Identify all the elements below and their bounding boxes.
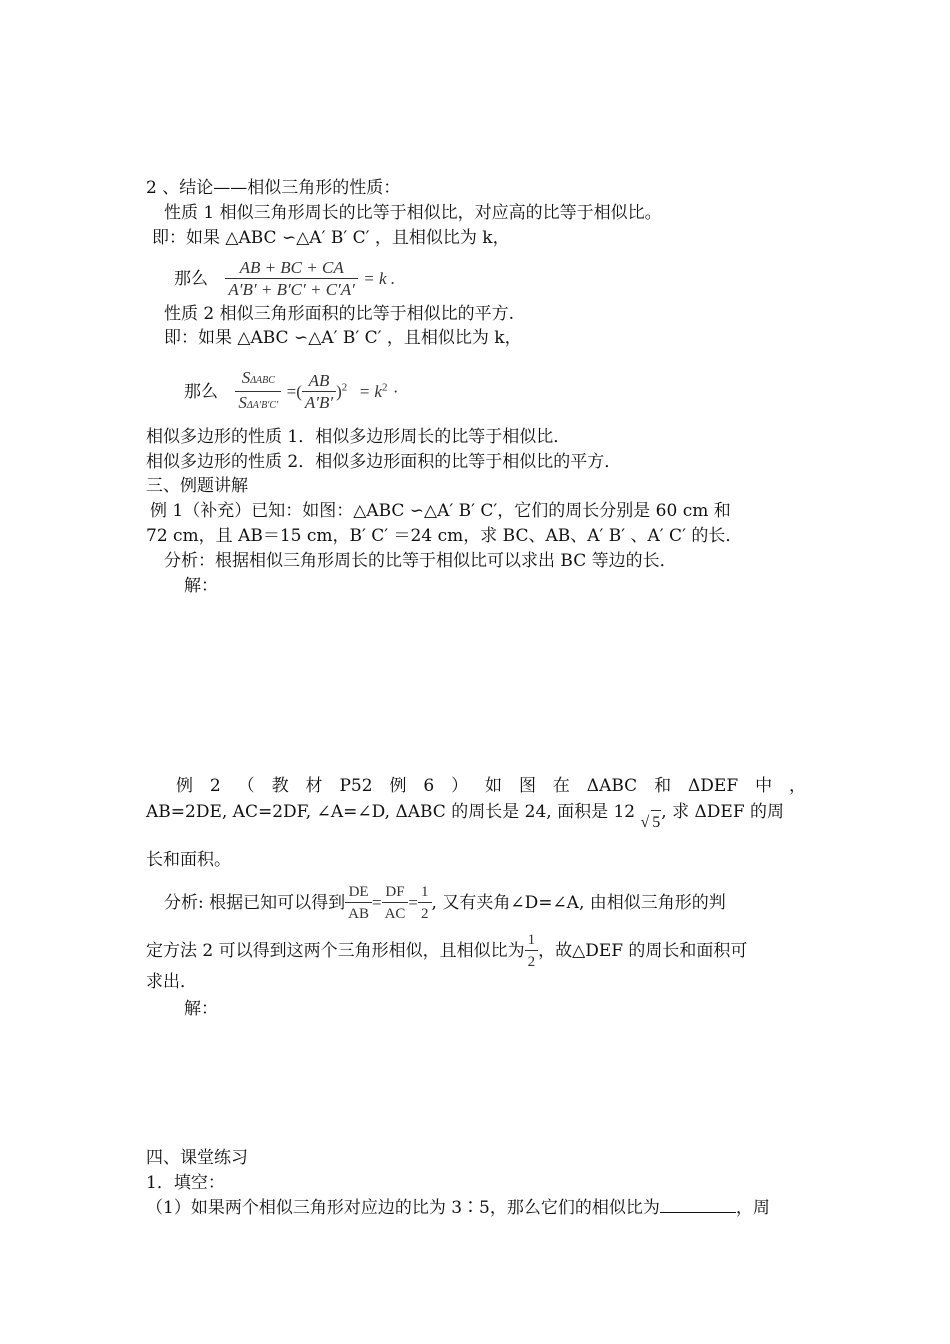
one-half-fraction xyxy=(525,930,539,973)
fraction-numerator: DE xyxy=(345,882,372,903)
similarity-ratio-fraction xyxy=(302,371,336,414)
example2-line1 xyxy=(176,774,806,798)
example2-line2 xyxy=(146,800,785,831)
example2-line3: 长和面积。 xyxy=(146,850,231,870)
example2-token: 如 xyxy=(485,776,503,796)
section3-title: 三、例题讲解 xyxy=(146,476,248,496)
example2-token: （ xyxy=(237,776,255,796)
equals-open-paren: =( xyxy=(286,382,302,401)
fraction-numerator: 1 xyxy=(525,930,539,951)
equals-k: = k xyxy=(358,382,382,401)
example2-token: ， xyxy=(788,776,806,796)
example2-token: ΔABC xyxy=(586,776,638,796)
example2-token: 和 xyxy=(654,776,672,796)
example2-conditions: AB=2DE, AC=2DF, ∠A=∠D, ΔABC 的周长是 24, 面积是 12 xyxy=(146,802,636,822)
example2-token: 中 xyxy=(755,776,773,796)
de-ab-fraction xyxy=(345,882,372,925)
fraction-denominator: 2 xyxy=(421,906,429,922)
square-exponent: 2 xyxy=(341,381,348,394)
area-denominator xyxy=(235,392,281,417)
perimeter-ratio-fraction xyxy=(225,258,357,301)
ratio-numerator: AB xyxy=(302,371,336,392)
property2-formula xyxy=(184,368,399,417)
polygon-property-2: 相似多边形的性质 2．相似多边形面积的比等于相似比的平方． xyxy=(146,452,622,472)
property2-text: 性质 2 相似三角形面积的比等于相似比的平方. xyxy=(164,304,515,324)
example1-analysis: 分析：根据相似三角形周长的比等于相似比可以求出 BC 等边的长． xyxy=(164,551,677,571)
example2-line6: 求出． xyxy=(146,972,197,992)
property1-text: 性质 1 相似三角形周长的比等于相似比，对应高的比等于相似比。 xyxy=(164,203,662,223)
section4-title: 四、课堂练习 xyxy=(146,1148,248,1168)
example1-solution-label: 解： xyxy=(184,576,218,596)
formula-result: = k . xyxy=(363,269,396,288)
polygon-property-1: 相似多边形的性质 1．相似多边形周长的比等于相似比． xyxy=(146,427,571,447)
ratio-denominator: A′B′ xyxy=(304,393,334,412)
fraction-denominator: AB xyxy=(348,906,369,922)
example2-token: ） xyxy=(451,776,469,796)
exercise1-line xyxy=(146,1196,770,1220)
example2-analysis: 分析: 根据已知可以得到 $\frac{DE}{AB}$ = $\frac{DF}{AC}$ = $\frac{1}{2}$ , 又有夹角∠D=∠A, 由相似三角形的判 xyxy=(164,882,726,925)
df-ac-fraction xyxy=(382,882,409,925)
property1-formula xyxy=(174,258,395,301)
fraction-numerator: 1 xyxy=(418,882,432,903)
one-half-fraction xyxy=(418,882,432,925)
property1-condition: 即：如果 △ABC ∽△A′ B′ C′ ，且相似比为 k， xyxy=(152,228,510,248)
fraction-denominator: A′B′ + B′C′ + C′A′ xyxy=(228,280,355,299)
example2-token: 材 xyxy=(305,776,323,796)
sqrt-expression xyxy=(641,810,662,835)
analysis-lead: 分析: 根据已知可以得到 xyxy=(164,893,346,913)
example1-line2: 72 cm，且 AB＝15 cm，B′ C′ ＝24 cm，求 BC、AB、A′ B′ 、A′ C′ 的长． xyxy=(146,526,743,546)
example2-solution-label: 解： xyxy=(184,999,218,1019)
section2-title: 2 、结论——相似三角形的性质： xyxy=(146,178,401,198)
then-label: 那么 xyxy=(174,269,208,289)
similarity-statement: 定方法 2 可以得到这两个三角形相似，且相似比为 xyxy=(146,941,525,961)
fraction-numerator: AB + BC + CA xyxy=(225,258,357,279)
example2-question: , 求 ΔDEF 的周 xyxy=(661,802,785,822)
conclusion-statement: ，故△DEF 的周长和面积可 xyxy=(538,941,748,961)
example2-token: 例 xyxy=(176,776,193,796)
fraction-denominator: AC xyxy=(384,906,406,922)
fraction-denominator: 2 xyxy=(527,954,536,970)
exercise-fill-heading: 1．填空： xyxy=(146,1173,225,1193)
area-subscript: ΔA′B′C′ xyxy=(246,400,279,411)
area-symbol: S xyxy=(241,368,251,387)
radical-sign: √ xyxy=(640,814,650,831)
example2-token: 教 xyxy=(271,776,289,796)
fraction-numerator: DF xyxy=(382,882,409,903)
example2-token: 在 xyxy=(552,776,570,796)
example1-line1: 例 1（补充）已知：如图：△ABC ∽△A′ B′ C′，它们的周长分别是 60 cm 和 xyxy=(150,501,731,521)
example2-token: P52 xyxy=(339,776,373,796)
formula-period: · xyxy=(392,382,399,401)
example2-token: 例 xyxy=(389,776,407,796)
close-paren: ) xyxy=(336,382,342,401)
area-subscript: ΔABC xyxy=(250,375,275,386)
k-square-exponent: 2 xyxy=(381,381,388,394)
property2-condition: 即：如果 △ABC ∽△A′ B′ C′ ，且相似比为 k， xyxy=(164,328,522,348)
example2-token: 图 xyxy=(518,776,536,796)
example2-token: 2 xyxy=(209,776,221,796)
example2-token: ΔDEF xyxy=(688,776,739,796)
exercise1-continuation: ，周 xyxy=(735,1198,770,1218)
example2-line5 xyxy=(146,930,747,973)
analysis-continuation: , 又有夹角∠D=∠A, 由相似三角形的判 xyxy=(431,893,726,913)
area-numerator xyxy=(235,368,281,392)
answer-blank[interactable] xyxy=(660,1196,736,1213)
example2-token: 6 xyxy=(423,776,435,796)
area-ratio-fraction xyxy=(235,368,281,417)
area-symbol: S xyxy=(238,393,247,412)
radicand: 5 xyxy=(651,810,661,835)
exercise1-question: （1）如果两个相似三角形对应边的比为 3∶5，那么它们的相似比为 xyxy=(146,1198,660,1218)
then-label: 那么 xyxy=(184,382,218,402)
